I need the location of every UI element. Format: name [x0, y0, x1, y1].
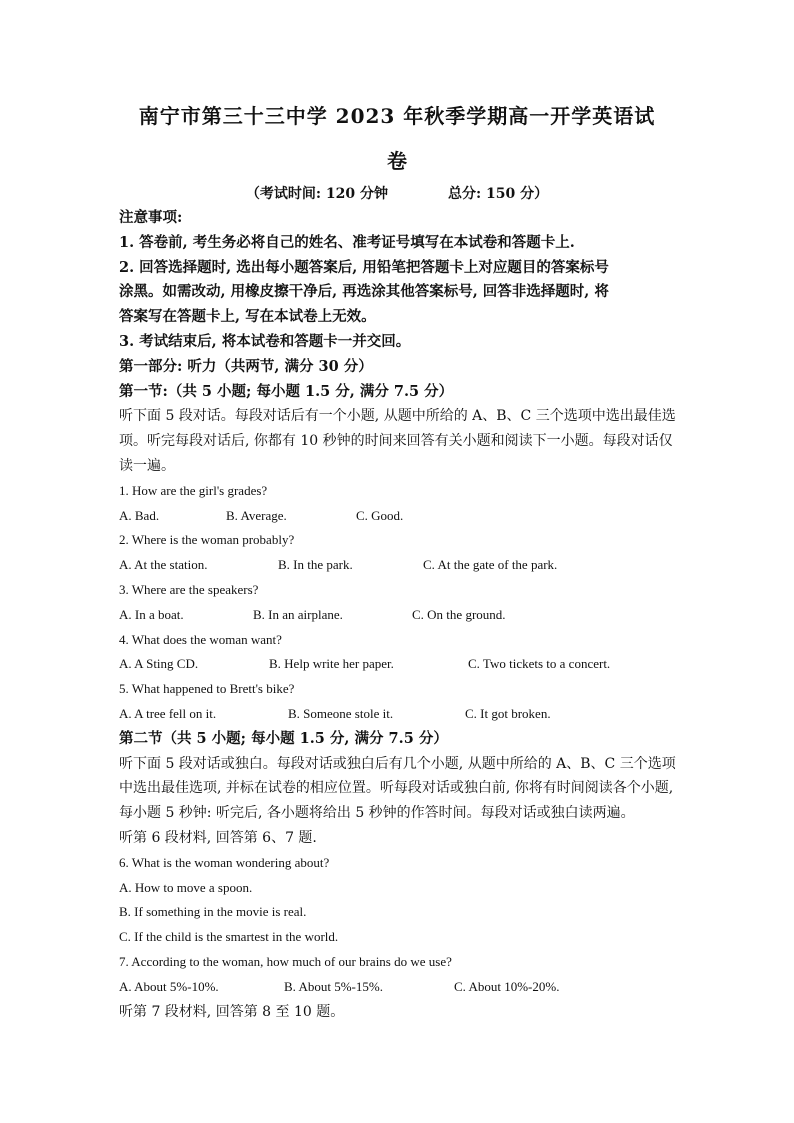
- question-2-options: [119, 553, 679, 578]
- option-a: A. A tree fell on it.: [119, 705, 217, 721]
- option-c: C. It got broken.: [465, 705, 551, 721]
- option-b: B. Someone stole it.: [288, 705, 394, 721]
- option-c: C. On the ground.: [412, 606, 506, 622]
- option-b: B. About 5%-15%.: [284, 978, 383, 994]
- option-a: A. At the station.: [119, 557, 208, 573]
- question-3-options: [119, 603, 679, 628]
- question-4-options: [119, 652, 679, 677]
- question-1-options: [119, 504, 679, 529]
- note-2-line1: 2. 回答选择题时, 选出每小题答案后, 用铅笔把答题卡上对应题目的答案标号: [119, 258, 609, 276]
- material-7-heading: 听第 7 段材料, 回答第 8 至 10 题。: [119, 1003, 345, 1020]
- question-7: 7. According to the woman, how much of our brains do we use?: [119, 953, 452, 969]
- section1-instruction-line3: 读一遍。: [119, 457, 175, 474]
- option-b: B. Help write her paper.: [269, 656, 394, 672]
- note-2-line2: 涂黑。如需改动, 用橡皮擦干净后, 再选涂其他答案标号, 回答非选择题时, 将: [119, 283, 609, 301]
- material-6-heading: 听第 6 段材料, 回答第 6、7 题.: [119, 829, 317, 846]
- section1-instruction-line2: 项。听完每段对话后, 你都有 10 秒钟的时间来回答有关小题和阅读下一小题。每段对话仅: [119, 433, 673, 450]
- option-c: C. Good.: [356, 507, 404, 523]
- option-b: B. Average.: [226, 507, 287, 523]
- part1-heading: 第一部分: 听力（共两节, 满分 30 分）: [119, 357, 373, 375]
- question-6-option-c: C. If the child is the smartest in the world.: [119, 929, 339, 945]
- question-6-option-a: A. How to move a spoon.: [119, 879, 253, 895]
- option-c: C. At the gate of the park.: [423, 557, 558, 573]
- question-5: 5. What happened to Brett's bike?: [119, 681, 295, 697]
- notes-heading: 注意事项:: [119, 209, 183, 226]
- option-c: C. About 10%-20%.: [454, 978, 560, 994]
- option-a: A. Bad.: [119, 507, 160, 523]
- section1-heading: 第一节:（共 5 小题; 每小题 1.5 分, 满分 7.5 分）: [119, 382, 454, 400]
- exam-body: [119, 206, 679, 1024]
- question-5-options: [119, 702, 679, 727]
- note-2-line3: 答案写在答题卡上, 写在本试卷上无效。: [119, 308, 376, 326]
- section2-instruction-line1: 听下面 5 段对话或独白。每段对话或独白后有几个小题, 从题中所给的 A、B、C 三个选项: [119, 755, 676, 772]
- question-3: 3. Where are the speakers?: [119, 581, 259, 597]
- section1-instruction-line1: 听下面 5 段对话。每段对话后有一个小题, 从题中所给的 A、B、C 三个选项中选出最佳选: [119, 408, 676, 425]
- exam-total-score: 总分: 150 分）: [448, 186, 549, 202]
- option-a: A. A Sting CD.: [119, 656, 199, 672]
- option-a: A. In a boat.: [119, 606, 184, 622]
- question-4: 4. What does the woman want?: [119, 631, 282, 647]
- option-a: A. About 5%-10%.: [119, 978, 219, 994]
- question-6: 6. What is the woman wondering about?: [119, 854, 330, 870]
- note-1: 1. 答卷前, 考生务必将自己的姓名、准考证号填写在本试卷和答题卡上.: [119, 233, 575, 251]
- section2-heading: 第二节（共 5 小题; 每小题 1.5 分, 满分 7.5 分）: [119, 729, 448, 747]
- exam-meta: [0, 183, 794, 203]
- note-3: 3. 考试结束后, 将本试卷和答题卡一并交回。: [119, 332, 411, 350]
- exam-time: （考试时间: 120 分钟: [245, 186, 388, 202]
- question-2: 2. Where is the woman probably?: [119, 532, 295, 548]
- option-b: B. In an airplane.: [253, 606, 343, 622]
- question-6-option-b: B. If something in the movie is real.: [119, 904, 307, 920]
- option-b: B. In the park.: [278, 557, 353, 573]
- option-c: C. Two tickets to a concert.: [468, 656, 611, 672]
- section2-instruction-line2: 中选出最佳选项, 并标在试卷的相应位置。听每段对话或独白前, 你将有时间阅读各个小题,: [119, 780, 674, 797]
- section2-instruction-line3: 每小题 5 秒钟: 听完后, 各小题将给出 5 秒钟的作答时间。每段对话或独白读两遍。: [119, 805, 635, 822]
- exam-title-line2: 卷: [387, 149, 407, 173]
- question-7-options: [119, 975, 679, 1000]
- question-1: 1. How are the girl's grades?: [119, 482, 268, 498]
- exam-title-line1: 南宁市第三十三中学 2023 年秋季学期高一开学英语试: [138, 104, 656, 128]
